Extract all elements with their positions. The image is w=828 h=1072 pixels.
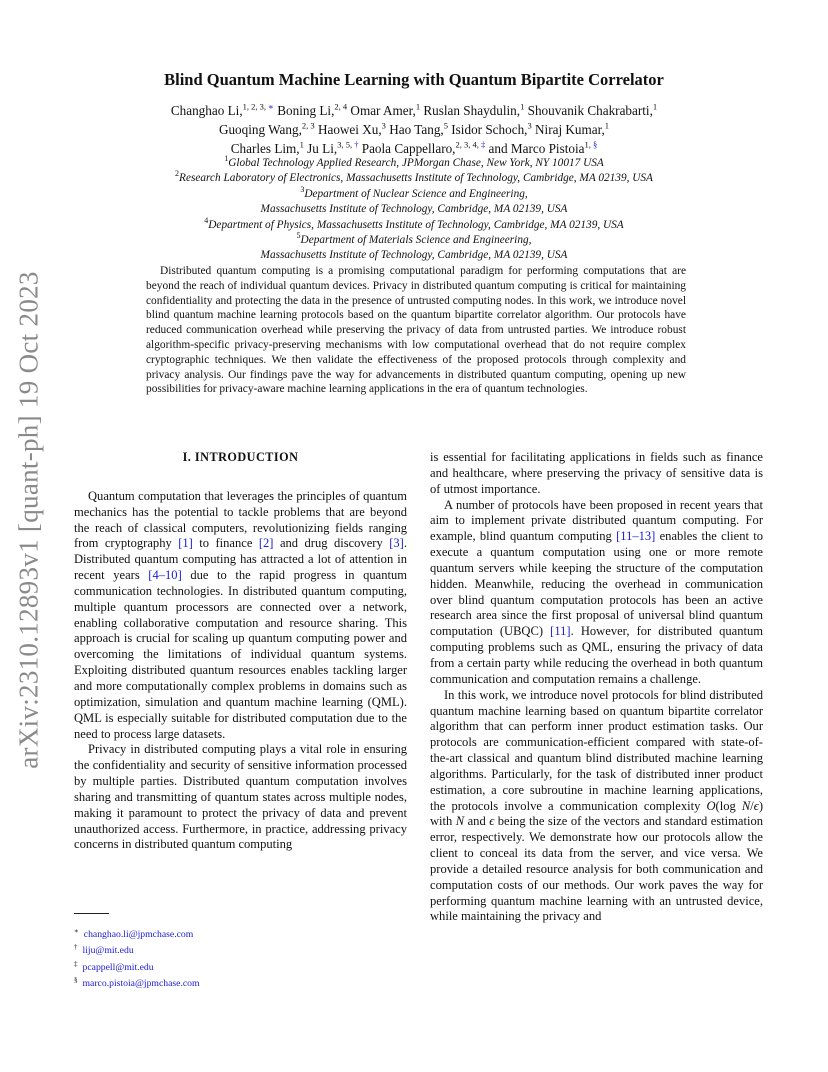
citation-link[interactable]: [11–13] <box>616 529 656 544</box>
citation-link[interactable]: [4–10] <box>148 568 182 583</box>
left-column-body <box>74 489 407 853</box>
affiliation-numbers: 3 <box>381 120 386 131</box>
footnote <box>74 925 200 941</box>
footnote-email-link[interactable]: liju@mit.edu <box>82 945 134 957</box>
author-name: Ruslan Shaydulin, <box>423 103 521 118</box>
affiliation-marks <box>605 121 609 131</box>
affiliation-number: 2 <box>175 169 180 179</box>
affiliation-marks <box>455 140 485 150</box>
paper-title: Blind Quantum Machine Learning with Quantum Bipartite Correlator <box>164 70 664 89</box>
citation-link[interactable]: [3] <box>389 536 404 551</box>
paragraph-text: due to the rapid progress in quantum communication technologies. In distributed quantum computing, multiple quantum processors are connected over a network, enabling collaborative computation and resource sharing. This approach is crucial for scaling up quantum computing power and overcoming the limitations of individual quantum systems. Exploiting distributed quantum resources enables tackling larger and more computationally complex problems in domains such as optimization, simulation and quantum machine learning (QML). QML is especially suitable for distributed computation due to the need to process large datasets. <box>74 568 408 741</box>
body-paragraph <box>430 450 763 498</box>
paragraph-text: Quantum computation that leverages the principles of quantum mechanics has the potential to tackle problems that are beyond the reach of classical computers, revolutionizing fields ranging from cryptography <box>74 488 407 551</box>
paragraph-text: being the size of the vectors and standard estimation error, respectively. We demonstrate how our protocols allow the client to conceal its data from the server, and vice versa. We provide a detailed resource analysis for both communication and computation costs of our methods. Our work paves the way for performing quantum machine learning with an untrusted device, while maintaining the privacy and <box>430 814 764 924</box>
footnote-email-link[interactable]: changhao.li@jpmchase.com <box>83 929 194 941</box>
author-name: Charles Lim, <box>230 141 300 156</box>
author-entry <box>528 103 658 118</box>
arxiv-identifier-stamp <box>12 271 46 769</box>
author-name: Hao Tang, <box>389 122 444 137</box>
author-list <box>60 101 768 158</box>
math-symbol: O <box>706 798 716 813</box>
author-name: Guoqing Wang, <box>218 122 302 137</box>
author-entry <box>307 141 358 156</box>
author-entry <box>489 141 598 156</box>
citation-link[interactable]: [1] <box>178 536 193 551</box>
right-column-body <box>430 450 763 925</box>
affiliation-text: Massachusetts Institute of Technology, Cambridge, MA 02139, USA <box>260 203 568 216</box>
affiliation-numbers: 1, <box>584 139 593 150</box>
affiliation-number: 3 <box>300 185 305 195</box>
citation-link[interactable]: [11] <box>550 624 571 639</box>
affiliation-marks <box>416 102 420 112</box>
author-entry <box>318 122 386 137</box>
author-entry <box>389 122 448 137</box>
footnote-email-link[interactable]: marco.pistoia@jpmchase.com <box>82 978 200 990</box>
math-symbol: ϵ <box>489 814 495 829</box>
author-entry <box>535 122 609 137</box>
affiliation-line <box>60 248 768 263</box>
affiliation-line <box>60 187 768 202</box>
paragraph-text: to finance <box>192 536 259 551</box>
affiliation-numbers: 2, 4 <box>334 101 348 112</box>
affiliation-list <box>60 156 768 264</box>
author-entry <box>171 103 274 118</box>
author-name: Ju Li, <box>307 141 338 156</box>
paragraph-text: and <box>464 814 490 829</box>
affiliation-numbers: 1 <box>299 139 304 150</box>
affiliation-numbers: 3 <box>527 120 532 131</box>
affiliation-line <box>60 156 768 171</box>
affiliation-number: 1 <box>224 154 229 164</box>
math-symbol: ϵ <box>753 798 759 813</box>
paragraph-text: A number of protocols have been proposed in recent years that aim to implement private distributed quantum computing. For example, blind quantum computing <box>430 497 763 544</box>
author-name: Omar Amer, <box>350 103 416 118</box>
author-entry <box>350 103 420 118</box>
right-column <box>430 450 763 925</box>
correspondence-mark: § <box>593 139 598 150</box>
paragraph-text: enables the client to execute a quantum computation using one or more remote quantum servers while keeping the structure of the computation hidden. Meanwhile, reducing the overhead in communication over blind quantum computation protocols has been an active research area since the first proposal of universal blind quantum computation (UBQC) <box>430 529 763 639</box>
affiliation-text: Department of Nuclear Science and Engineering, <box>304 187 528 200</box>
abstract: Distributed quantum computing is a promising computational paradigm for performing computations that are beyond the reach of individual quantum devices. Privacy in distributed quantum computing is critical for maintaining confidentiality and protecting the data in the presence of untrusted computing nodes. In this work, we introduce novel blind quantum machine learning protocols based on the quantum bipartite correlator algorithm. Our protocols have reduced communication overhead while preserving the privacy of data from untrusted parties. We introduce robust algorithm-specific privacy-preserving mechanisms with low computational overhead that do not require complex cryptographic techniques. We then validate the effectiveness of the proposed protocols through complexity and privacy analysis. Our findings pave the way for advancements in distributed quantum computing, opening up new possibilities for privacy-aware machine learning applications in the era of quantum technologies. <box>146 265 686 396</box>
paragraph-text: / <box>750 798 754 813</box>
paragraph-text: (log <box>715 798 742 813</box>
affiliation-numbers: 1 <box>604 120 610 131</box>
affiliation-text: Department of Physics, Massachusetts Institute of Technology, Cambridge, MA 02139, USA <box>208 218 624 231</box>
footnote-email-link[interactable]: pcappell@mit.edu <box>82 962 154 974</box>
author-name: Boning Li, <box>277 103 335 118</box>
author-entry <box>231 141 304 156</box>
affiliation-numbers: 2, 3 <box>301 120 315 131</box>
body-paragraph <box>74 489 407 743</box>
affiliation-numbers: 2, 3, 4, <box>455 139 481 150</box>
affiliation-marks <box>302 121 315 131</box>
author-entry <box>277 103 347 118</box>
author-name: Niraj Kumar, <box>535 122 605 137</box>
affiliation-number: 5 <box>296 231 301 241</box>
affiliation-numbers: 1, 2, 3, <box>242 101 269 112</box>
affiliation-text: Department of Materials Science and Engineering, <box>300 234 532 247</box>
correspondence-mark: ‡ <box>480 139 486 150</box>
body-paragraph <box>74 742 407 853</box>
affiliation-text: Global Technology Applied Research, JPMorgan Chase, New York, NY 10017 USA <box>228 157 604 169</box>
footnote <box>74 974 200 990</box>
paragraph-text: ) with <box>430 798 763 829</box>
footnote-divider <box>74 913 109 914</box>
footnote-mark: ∗ <box>74 927 79 935</box>
author-name: Isidor Schoch, <box>451 122 528 137</box>
paragraph-text: is essential for facilitating applications in fields such as finance and healthcare, where preserving the privacy of sensitive data is of utmost importance. <box>430 450 763 496</box>
author-line <box>60 101 768 120</box>
left-column <box>74 450 407 853</box>
affiliation-numbers: 1 <box>652 101 658 112</box>
affiliation-text: Research Laboratory of Electronics, Massachusetts Institute of Technology, Cambridge, MA 02139, USA <box>179 172 653 185</box>
affiliation-line <box>60 215 768 233</box>
paragraph-text: Privacy in distributed computing plays a vital role in ensuring the confidentiality and security of sensitive information processed by multiple parties. Distributed quantum computation involves sharing and transmitting of quantum states across multiple nodes, making it paramount to protect the privacy of data and prevent unauthorized access. Furthermore, in practice, addressing privacy concerns in distributed quantum computing <box>74 742 407 852</box>
correspondence-mark: † <box>354 139 359 150</box>
author-entry <box>219 122 315 137</box>
affiliation-numbers: 1 <box>415 101 421 112</box>
author-name: Changhao Li, <box>170 103 243 118</box>
section-heading-introduction: I. INTRODUCTION <box>182 450 299 464</box>
footnote-mark: ‡ <box>74 959 78 968</box>
affiliation-numbers: 1 <box>520 101 525 112</box>
affiliation-marks <box>243 102 274 112</box>
affiliation-marks <box>527 121 531 131</box>
author-name: and Marco Pistoia <box>488 141 585 156</box>
footnote <box>74 941 200 957</box>
affiliation-marks <box>444 121 448 131</box>
affiliation-marks <box>334 102 347 112</box>
footnote-list <box>74 925 200 991</box>
affiliation-marks <box>585 140 598 150</box>
citation-link[interactable]: [2] <box>258 536 274 551</box>
affiliation-marks <box>653 102 657 112</box>
affiliation-line <box>60 171 768 186</box>
affiliation-numbers: 5 <box>443 120 448 131</box>
author-entry <box>362 141 486 156</box>
footnote <box>74 958 200 974</box>
author-entry <box>423 103 524 118</box>
affiliation-line <box>60 202 768 217</box>
paragraph-text: In this work, we introduce novel protocols for blind distributed quantum machine learning based on quantum bipartite correlator algorithm that can perform inner product estimation tasks. Our protocols are communication-efficient compared with state-of-the-art classical and quantum blind distributed machine learning algorithms. Particularly, for the task of distributed inner product estimation, a core subroutine in machine learning applications, the protocols involve a communication complexity <box>430 687 763 813</box>
body-paragraph <box>430 498 763 688</box>
paragraph-text: . Distributed quantum computing has attracted a lot of attention in recent years <box>74 536 407 583</box>
affiliation-line <box>60 233 768 248</box>
affiliation-text: Massachusetts Institute of Technology, Cambridge, MA 02139, USA <box>260 249 568 262</box>
paragraph-text: and drug discovery <box>273 536 390 551</box>
author-name: Haowei Xu, <box>317 122 382 137</box>
author-line <box>60 120 768 139</box>
affiliation-numbers: 3, 5, <box>337 139 355 150</box>
body-paragraph <box>430 688 763 926</box>
correspondence-mark: ∗ <box>268 101 274 112</box>
author-entry <box>451 122 531 137</box>
math-symbol: N <box>455 814 465 829</box>
paragraph-text: . However, for distributed quantum computing problems such as QML, ensuring the privacy of data from a certain party while reducing the overhead in both quantum communication and computation remains a challenge. <box>430 624 763 686</box>
math-symbol: N <box>741 798 751 813</box>
affiliation-marks <box>337 140 358 150</box>
affiliation-marks <box>382 121 386 131</box>
affiliation-number: 4 <box>204 215 209 225</box>
author-name: Shouvanik Chakrabarti, <box>527 103 653 118</box>
arxiv-identifier-text: arXiv:2310.12893v1 [quant-ph] 19 Oct 2023 <box>13 271 44 769</box>
affiliation-marks <box>520 102 524 112</box>
author-name: Paola Cappellaro, <box>361 141 456 156</box>
footnote-mark: † <box>74 943 78 952</box>
footnote-mark: § <box>74 976 78 985</box>
affiliation-marks <box>300 140 304 150</box>
